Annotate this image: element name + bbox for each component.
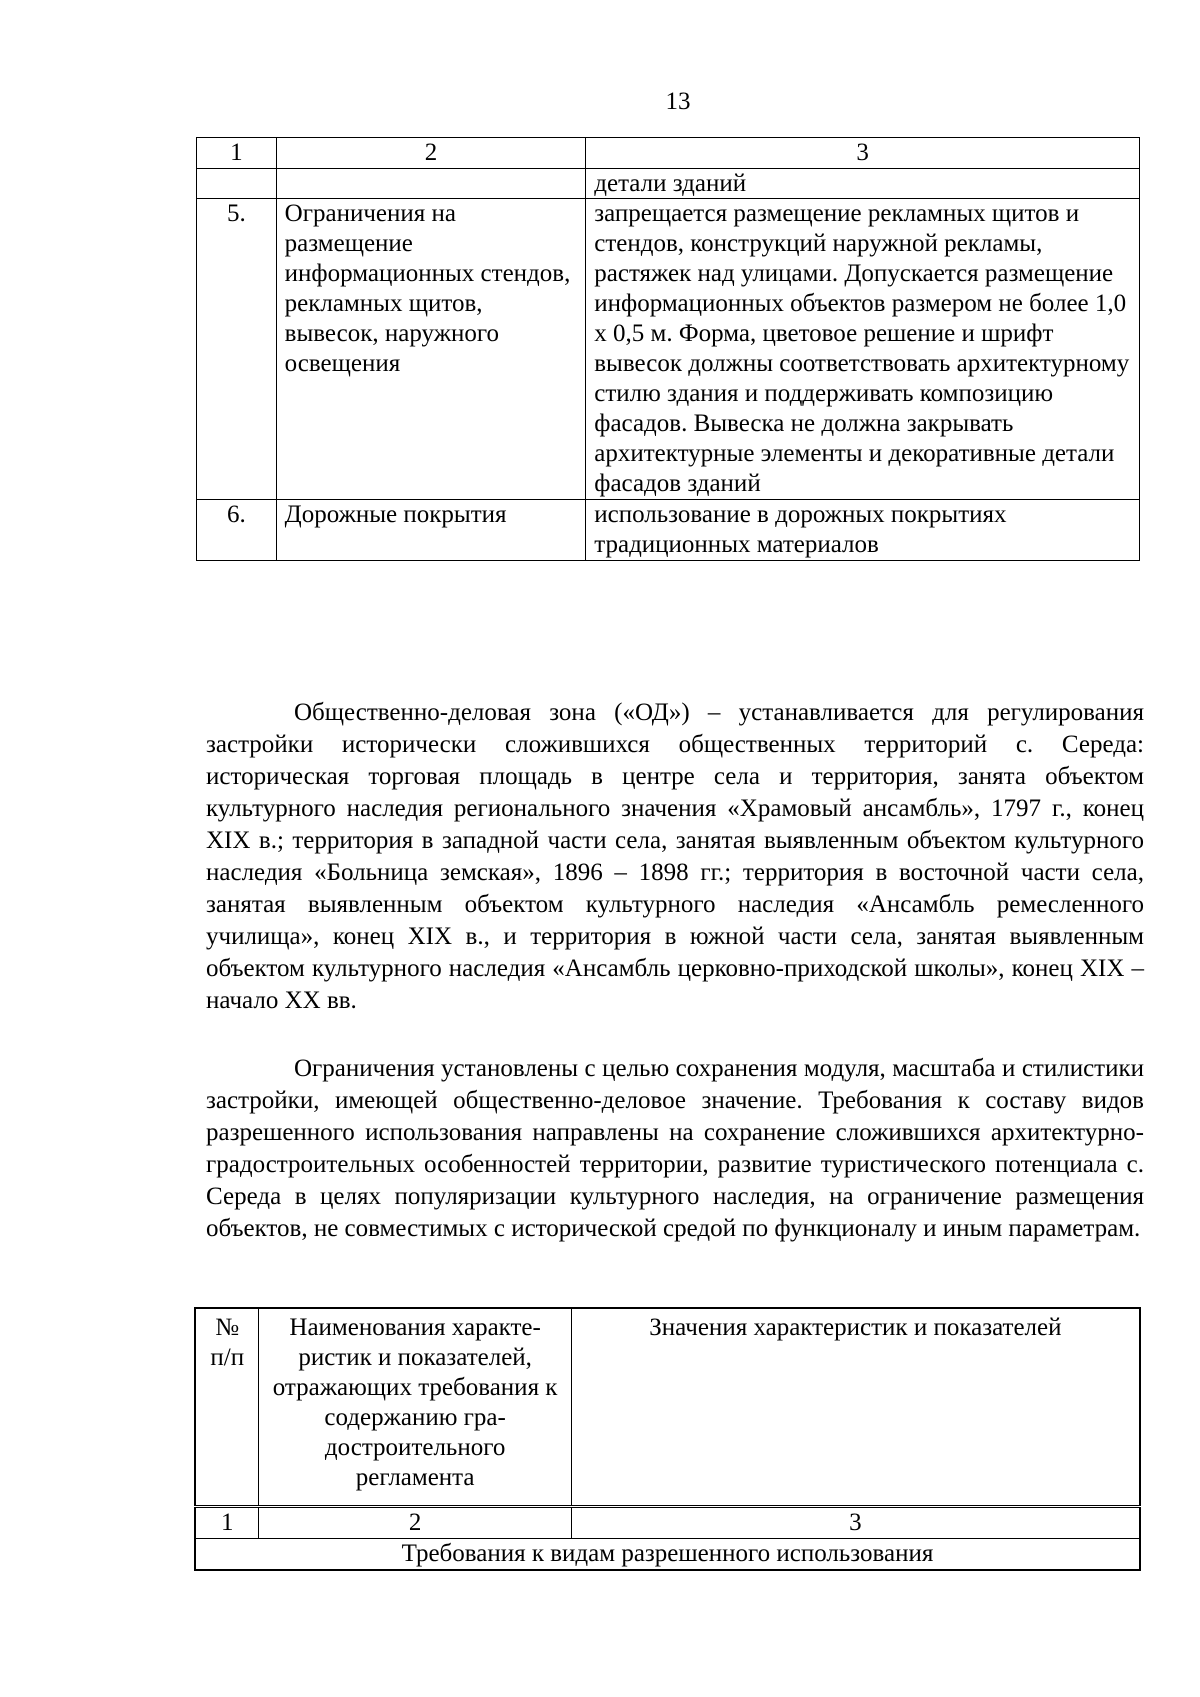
header-cell-3: 3 <box>586 138 1140 169</box>
table-header-row <box>197 138 1140 169</box>
requirements-table <box>194 1307 1141 1571</box>
continuation-cell: детали зданий <box>586 169 1140 199</box>
zone-description-paragraph: Общественно-деловая зона («ОД») – устанавливается для регулирования застройки исторически сложившихся общественных территорий с. Середа: историческая торговая площадь в центре села и территория, занята объектом культурного наследия регионального значения «Храмовый ансамбль», 1797 г., конец XIX в.; территория в западной части села, занятая выявленным объектом культурного наследия «Больница земская», 1896 – 1898 гг.; территория в восточной части села, занятая выявленным объектом культурного наследия «Ансамбль ремесленного училища», конец XIX в., и территория в южной части села, занятая выявленным объектом культурного наследия «Ансамбль церковно-приходской школы», конец XIX – начало XX вв. <box>206 699 1144 1014</box>
table-row <box>197 199 1140 500</box>
section-row <box>195 1539 1140 1571</box>
row-name: Ограничения на размещение информационных стендов, рекламных щитов, вывесок, наружного освещения <box>276 199 586 500</box>
table-header-row <box>195 1308 1140 1507</box>
row-value: использование в дорожных покрытиях традиционных материалов <box>586 500 1140 561</box>
table-row <box>197 500 1140 561</box>
row-number: 5. <box>197 199 277 500</box>
numbering-cell-3: 3 <box>571 1507 1140 1539</box>
header-number: № п/п <box>195 1308 259 1507</box>
restrictions-purpose-paragraph: Ограничения установлены с целью сохранения модуля, масштаба и стилистики застройки, имеющей общественно-деловое значение. Требования к составу видов разрешенного использования направлены на сохранение сложившихся архитектурно-градостроительных особенностей территории, развитие туристического потенциала с. Середа в целях популяризации культурного наследия, на ограничение размещения объектов, не совместимых с исторической средой по функционалу и иным параметрам. <box>206 1055 1144 1242</box>
header-characteristics: Наименования характе-ристик и показателей, отражающих требования к содержанию гра-достроительного регламента <box>259 1308 571 1507</box>
row-value: запрещается размещение рекламных щитов и стендов, конструкций наружной рекламы, растяжек над улицами. Допускается размещение информационных объектов размером не более 1,0 х 0,5 м. Форма, цветовое решение и шрифт вывесок должны соответствовать архитектурному стилю здания и поддерживать композицию фасадов. Вывеска не должна закрывать архитектурные элементы и декоративные детали фасадов зданий <box>586 199 1140 500</box>
header-cell-1: 1 <box>197 138 277 169</box>
numbering-row <box>195 1507 1140 1539</box>
numbering-cell-2: 2 <box>259 1507 571 1539</box>
row-name: Дорожные покрытия <box>276 500 586 561</box>
header-cell-2: 2 <box>276 138 586 169</box>
numbering-cell-1: 1 <box>195 1507 259 1539</box>
table-row <box>197 169 1140 199</box>
row-number: 6. <box>197 500 277 561</box>
page-number: 13 <box>665 88 691 115</box>
section-title: Требования к видам разрешенного использования <box>195 1539 1140 1571</box>
restrictions-table <box>196 137 1140 561</box>
header-values: Значения характеристик и показателей <box>571 1308 1140 1507</box>
